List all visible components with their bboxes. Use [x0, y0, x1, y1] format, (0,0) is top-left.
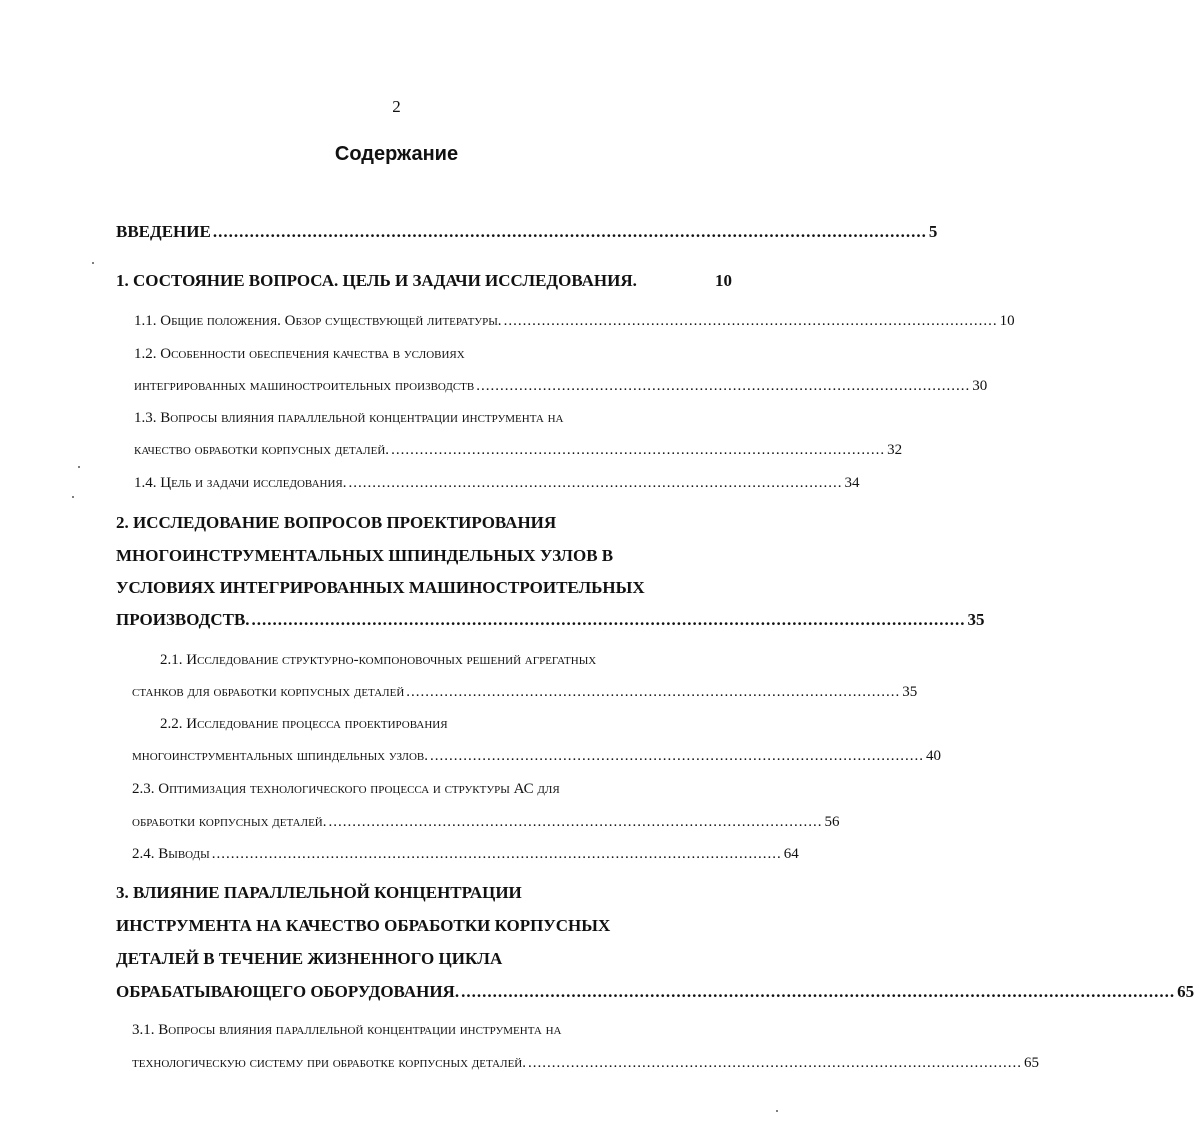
toc-entry-3-1[interactable] — [132, 1055, 1039, 1072]
toc-entry-chapter-2-line1[interactable]: 2. ИССЛЕДОВАНИЕ ВОПРОСОВ ПРОЕКТИРОВАНИЯ — [116, 513, 557, 532]
leader-dots: ........................................................................................................................................ — [212, 222, 927, 241]
toc-entry-page: 56 — [824, 814, 840, 830]
toc-entry-text: станков для обработки корпусных деталей — [132, 684, 405, 700]
toc-entry-text: 2.4. Выводы — [132, 846, 210, 862]
leader-dots: ........................................................................................................ — [406, 684, 901, 700]
toc-entry-text: 1.4. Цель и задачи исследования. — [134, 475, 347, 491]
leader-dots: ........................................................................................................ — [391, 442, 886, 458]
toc-entry-2-2-line1[interactable]: 2.2. Исследование процесса проектирования — [160, 716, 448, 732]
toc-entry-chapter-1[interactable] — [116, 271, 732, 291]
toc-entry-1-4[interactable] — [134, 475, 860, 492]
toc-entry-text: 1. СОСТОЯНИЕ ВОПРОСА. ЦЕЛЬ И ЗАДАЧИ ИССЛЕДОВАНИЯ. — [116, 271, 637, 290]
toc-entry-2-4[interactable] — [132, 846, 799, 863]
toc-entry-text: качество обработки корпусных деталей. — [134, 442, 390, 458]
toc-entry-page: 35 — [967, 610, 985, 629]
toc-entry-chapter-2[interactable] — [116, 610, 985, 630]
toc-entry-page: 35 — [902, 684, 918, 700]
toc-entry-page: 5 — [928, 222, 938, 241]
toc-entry-3-1-line1[interactable]: 3.1. Вопросы влияния параллельной концентрации инструмента на — [132, 1022, 562, 1038]
toc-entry-1-3-line1[interactable]: 1.3. Вопросы влияния параллельной концентрации инструмента на — [134, 410, 564, 426]
toc-entry-1-1[interactable] — [134, 313, 1015, 330]
toc-entry-chapter-3-line2[interactable]: ИНСТРУМЕНТА НА КАЧЕСТВО ОБРАБОТКИ КОРПУСНЫХ — [116, 916, 611, 935]
page-title: Содержание — [334, 143, 459, 165]
leader-dots: ........................................................................................................ — [476, 378, 971, 394]
toc-entry-2-1-line1[interactable]: 2.1. Исследование структурно-компоновочных решений агрегатных — [160, 652, 597, 668]
scan-speck — [72, 496, 74, 498]
toc-entry-1-2[interactable] — [134, 378, 988, 395]
toc-entry-2-3-line1[interactable]: 2.3. Оптимизация технологического процесса и структуры АС для — [132, 781, 560, 797]
toc-entry-chapter-3[interactable] — [116, 982, 1194, 1002]
toc-entry-1-3[interactable] — [134, 442, 903, 459]
toc-entry-page: 10 — [715, 271, 732, 290]
toc-entry-text: многоинструментальных шпиндельных узлов. — [132, 748, 429, 764]
table-of-contents — [116, 0, 1194, 1122]
leader-dots: ........................................................................................................................................ — [251, 610, 966, 629]
toc-entry-text: 1.1. Общие положения. Обзор существующей литературы. — [134, 313, 502, 329]
toc-entry-2-3[interactable] — [132, 814, 840, 831]
toc-entry-page: 30 — [972, 378, 988, 394]
toc-entry-text: обработки корпусных деталей. — [132, 814, 327, 830]
leader-dots: ........................................................................................................ — [528, 1055, 1022, 1071]
toc-entry-page: 64 — [783, 846, 799, 862]
toc-entry-text: ПРОИЗВОДСТВ. — [116, 610, 250, 629]
scan-speck — [78, 466, 80, 468]
leader-dots: ........................................................................................................................ — [211, 846, 782, 862]
toc-entry-page: 34 — [844, 475, 860, 491]
leader-dots: ........................................................................................................................................ — [461, 982, 1176, 1001]
toc-entry-page: 10 — [999, 313, 1015, 329]
scan-speck — [92, 262, 94, 264]
toc-entry-page: 65 — [1177, 982, 1194, 1001]
leader-dots: ........................................................................................................ — [430, 748, 925, 764]
toc-entry-text: интегрированных машиностроительных производств — [134, 378, 475, 394]
leader-dots: ........................................................................................................ — [328, 814, 823, 830]
toc-entry-1-2-line1[interactable]: 1.2. Особенности обеспечения качества в условиях — [134, 346, 465, 362]
toc-entry-page: 65 — [1024, 1055, 1039, 1071]
scan-speck — [776, 1110, 778, 1112]
toc-entry-2-2[interactable] — [132, 748, 942, 765]
toc-entry-2-1[interactable] — [132, 684, 918, 701]
leader-dots: ........................................................................................................ — [503, 313, 998, 329]
toc-entry-text: технологическую систему при обработке корпусных деталей. — [132, 1055, 526, 1071]
toc-entry-chapter-3-line3[interactable]: ДЕТАЛЕЙ В ТЕЧЕНИЕ ЖИЗНЕННОГО ЦИКЛА — [116, 949, 503, 968]
toc-entry-page: 40 — [926, 748, 942, 764]
toc-entry-chapter-2-line3[interactable]: УСЛОВИЯХ ИНТЕГРИРОВАННЫХ МАШИНОСТРОИТЕЛЬНЫХ — [116, 578, 645, 597]
toc-entry-chapter-3-line1[interactable]: 3. ВЛИЯНИЕ ПАРАЛЛЕЛЬНОЙ КОНЦЕНТРАЦИИ — [116, 883, 522, 902]
leader-dots: ........................................................................................................ — [348, 475, 843, 491]
toc-entry-text: ОБРАБАТЫВАЮЩЕГО ОБОРУДОВАНИЯ. — [116, 982, 460, 1001]
page-number: 2 — [392, 97, 401, 116]
toc-entry-introduction[interactable] — [116, 222, 938, 242]
toc-entry-text: ВВЕДЕНИЕ — [116, 222, 211, 241]
toc-entry-page: 32 — [887, 442, 903, 458]
toc-entry-chapter-2-line2[interactable]: МНОГОИНСТРУМЕНТАЛЬНЫХ ШПИНДЕЛЬНЫХ УЗЛОВ В — [116, 546, 614, 565]
